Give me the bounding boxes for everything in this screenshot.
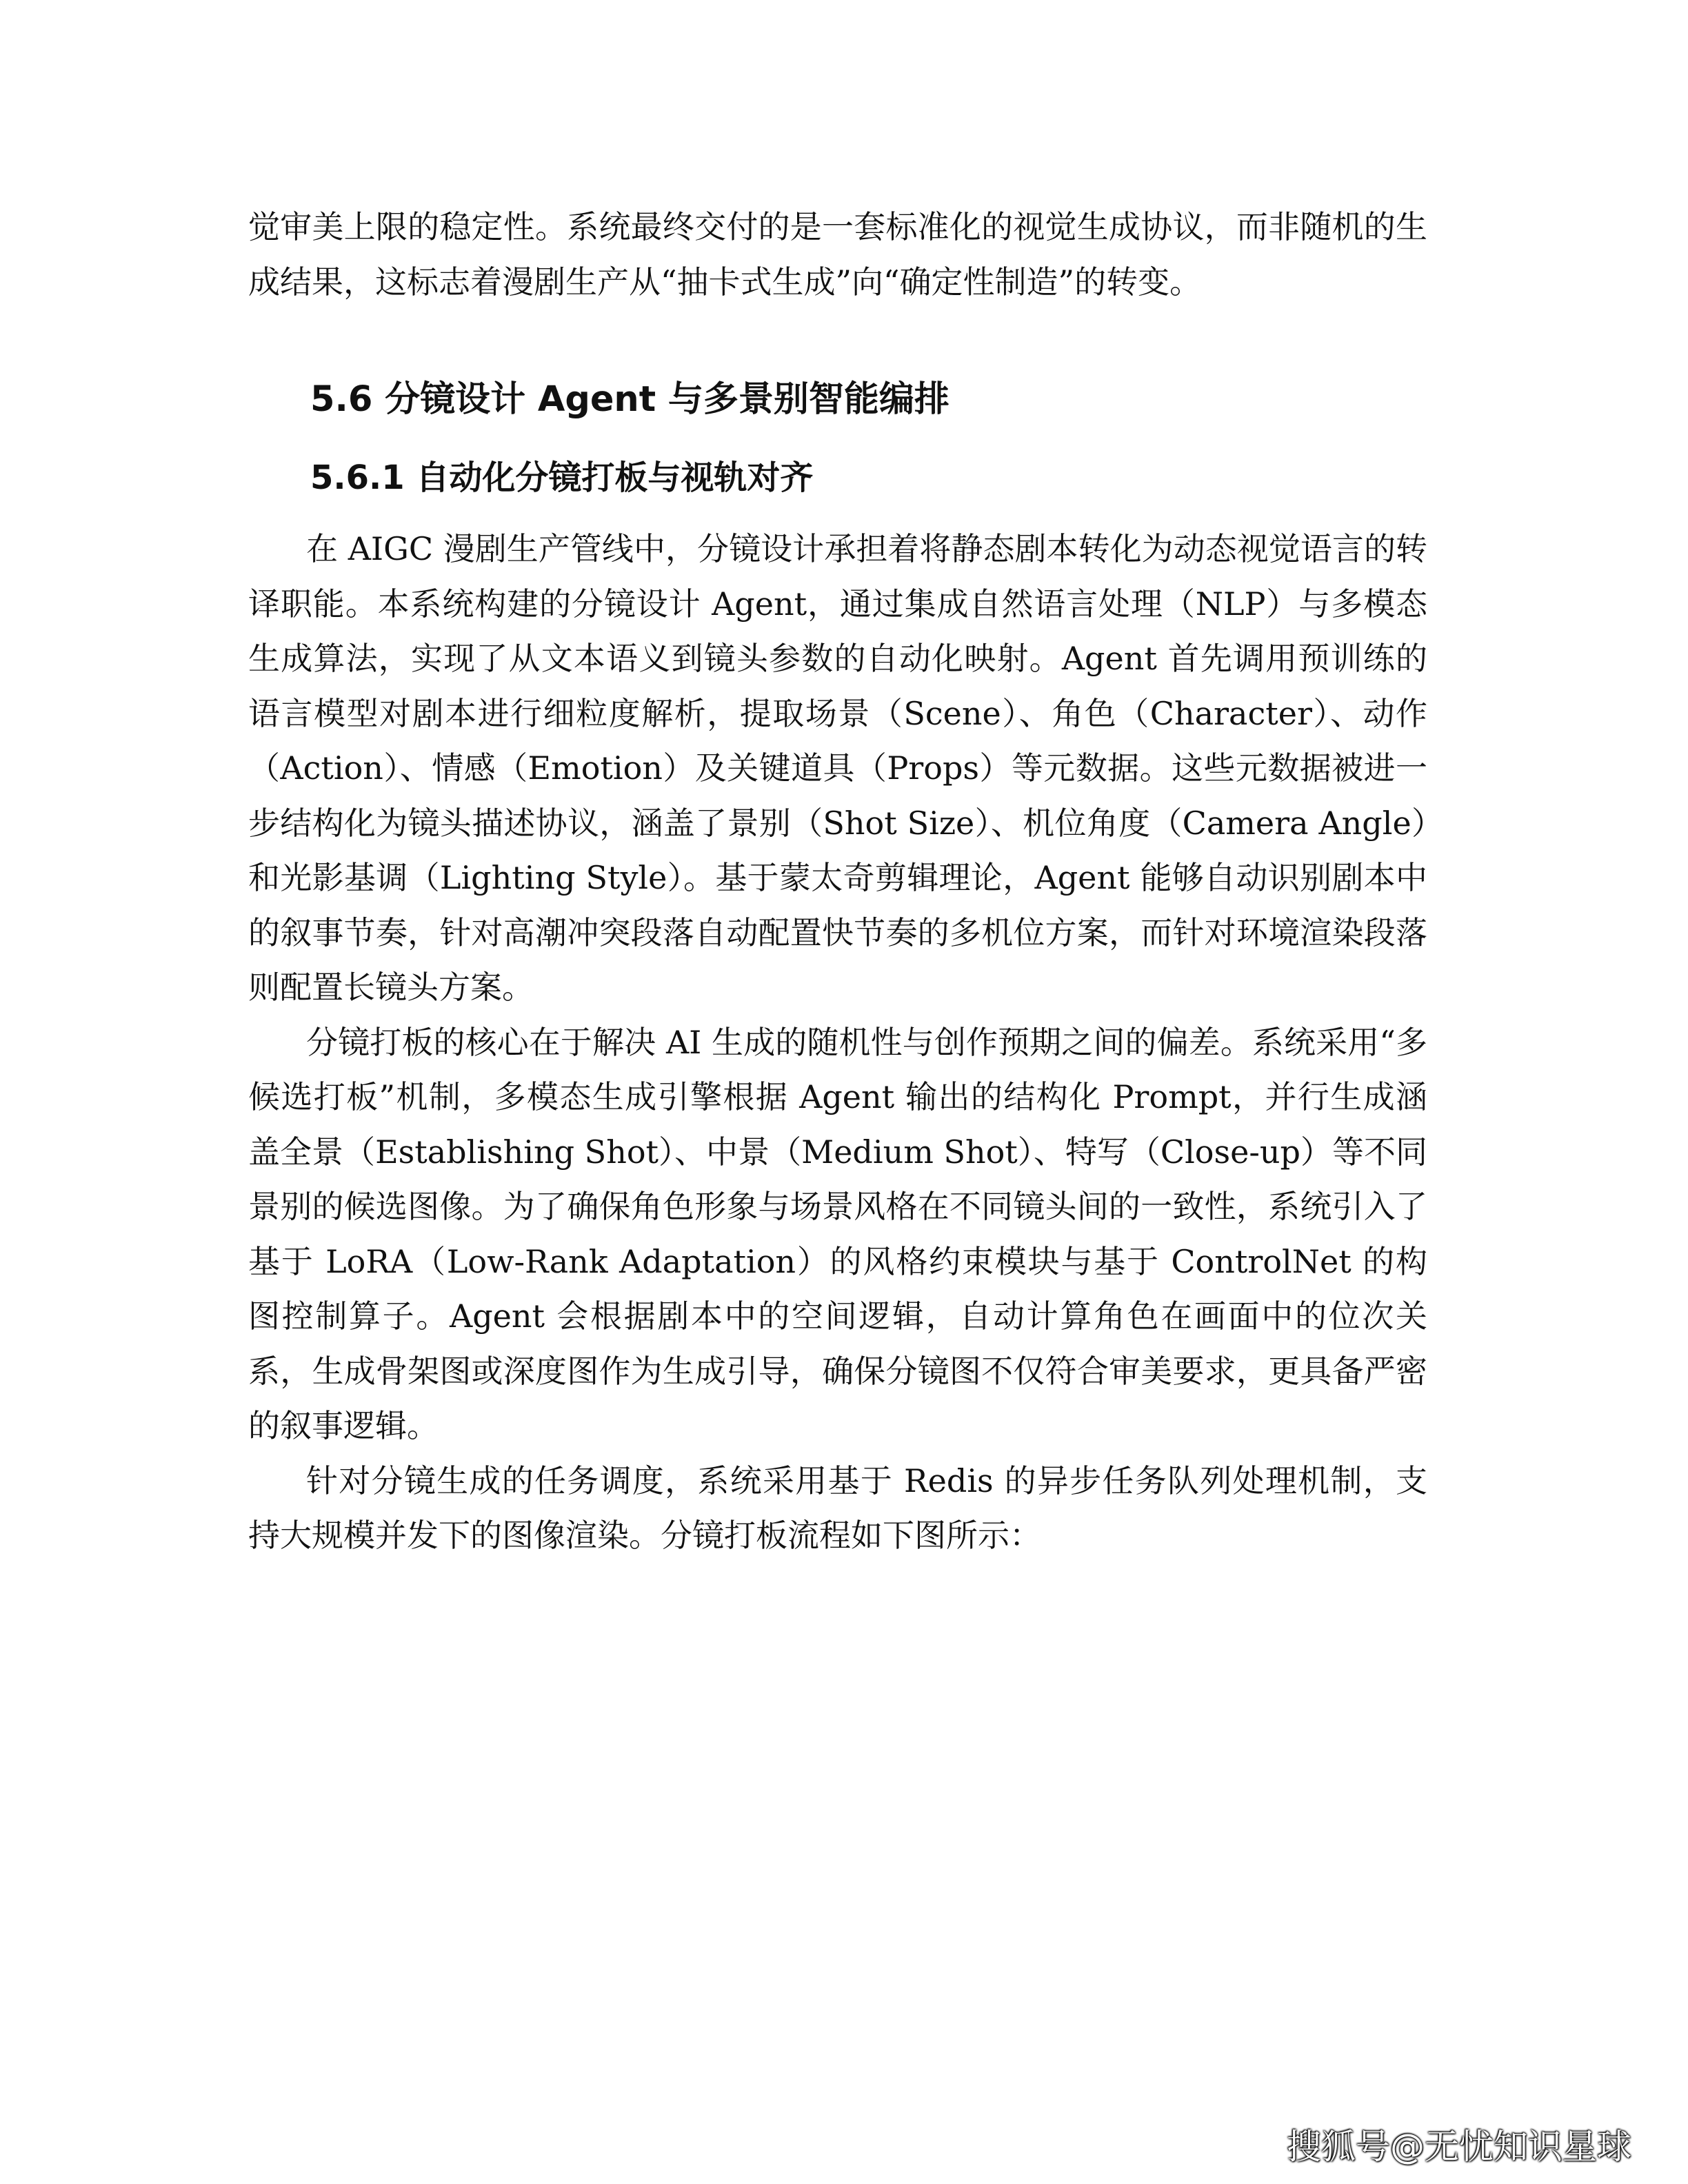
intro-paragraph: 觉审美上限的稳定性。系统最终交付的是一套标准化的视觉生成协议，而非随机的生成结果，这标志着漫剧生产从“抽卡式生成”向“确定性制造”的转变。: [248, 208, 1427, 301]
body-paragraph-1: 在 AIGC 漫剧生产管线中，分镜设计承担着将静态剧本转化为动态视觉语言的转译职能。本系统构建的分镜设计 Agent，通过集成自然语言处理（NLP）与多模态生成算法，实现了从文本语义到镜头参数的自动化映射。Agent 首先调用预训练的语言模型对剧本进行细粒度解析，提取场景（Scene）、角色（Character）、动作（Action）、情感（Emotion）及关键道具（Props）等元数据。这些元数据被进一步结构化为镜头描述协议，涵盖了景别（Shot Size）、机位角度（Camera Angle）和光影基调（Lighting Style）。基于蒙太奇剪辑理论，Agent 能够自动识别剧本中的叙事节奏，针对高潮冲突段落自动配置快节奏的多机位方案，而针对环境渲染段落则配置长镜头方案。: [248, 530, 1427, 1006]
subsection-heading: 5.6.1 自动化分镜打板与视轨对齐: [310, 458, 814, 497]
body-paragraph-3: 针对分镜生成的任务调度，系统采用基于 Redis 的异步任务队列处理机制，支持大规模并发下的图像渲染。分镜打板流程如下图所示：: [248, 1462, 1427, 1554]
watermark: 搜狐号@无忧知识星球: [1287, 2127, 1631, 2167]
section-body: [248, 522, 1427, 1564]
section-heading: 5.6 分镜设计 Agent 与多景别智能编排: [310, 379, 950, 420]
intro-block: [248, 200, 1427, 310]
body-paragraph-2: 分镜打板的核心在于解决 AI 生成的随机性与创作预期之间的偏差。系统采用“多候选打板”机制，多模态生成引擎根据 Agent 输出的结构化 Prompt，并行生成涵盖全景（Establishing Shot）、中景（Medium Shot）、特写（Close-up）等不同景别的候选图像。为了确保角色形象与场景风格在不同镜头间的一致性，系统引入了基于 LoRA（Low-Rank Adaptation）的风格约束模块与基于 ControlNet 的构图控制算子。Agent 会根据剧本中的空间逻辑，自动计算角色在画面中的位次关系，生成骨架图或深度图作为生成引导，确保分镜图不仅符合审美要求，更具备严密的叙事逻辑。: [248, 1023, 1427, 1444]
